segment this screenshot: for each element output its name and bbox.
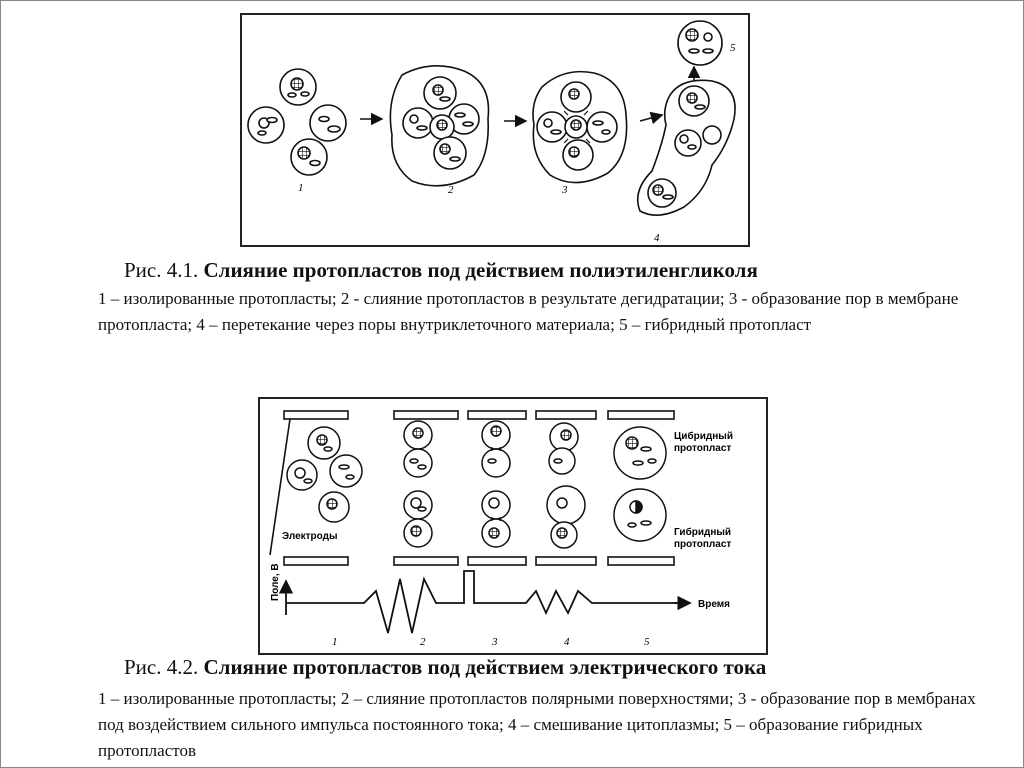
field-signal	[286, 571, 690, 633]
axis-y-label: Поле, В	[270, 563, 281, 601]
figure2-caption-heading: Слияние протопластов под действием электрического тока	[203, 655, 767, 679]
label-hybrid-2: протопласт	[674, 539, 732, 550]
col2-chain	[404, 421, 432, 547]
electrofusion-diagram	[260, 399, 766, 653]
label-electrodes: Электроды	[282, 531, 338, 542]
fig1-label-2: 2	[448, 184, 454, 196]
label-cybrid-2: протопласт	[674, 443, 732, 454]
fig1-label-3: 3	[562, 184, 568, 196]
label-hybrid-1: Гибридный	[674, 527, 732, 538]
fig2-label-1: 1	[332, 636, 338, 648]
figure-peg-fusion	[240, 13, 750, 247]
stage1-protoplasts	[248, 69, 346, 175]
fig2-label-4: 4	[564, 636, 570, 648]
col4-mixing	[547, 423, 585, 548]
figure2-caption-title	[124, 655, 766, 680]
fig2-label-5: 5	[644, 636, 650, 648]
figure-electrofusion	[258, 397, 768, 655]
figure2-caption-body: 1 – изолированные протопласты; 2 – слияние протопластов полярными поверхностями; 3 - образование пор в мембранах под воздействием сильного импульса постоянного тока; 4 – смешивание цитоплазмы; 5 – образование гибридных протопластов	[98, 689, 976, 760]
figure1-caption-body: 1 – изолированные протопласты; 2 - слияние протопластов в результате дегидратации; 3 - образование пор в мембране протопласта; 4 – перетекание через поры внутриклеточного материала; 5 – гибридный протопласт	[98, 289, 959, 334]
col1-protoplasts	[287, 427, 362, 522]
fig2-label-2: 2	[420, 636, 426, 648]
stage2-dehydration	[390, 66, 488, 186]
peg-fusion-diagram	[242, 15, 748, 245]
fig1-label-1: 1	[298, 182, 304, 194]
col5-hybrids	[614, 427, 666, 541]
col3-pores	[482, 421, 510, 547]
figure1-caption-prefix: Рис. 4.1.	[124, 258, 199, 282]
stage3-pore-formation	[533, 72, 627, 183]
fig1-label-5: 5	[730, 42, 736, 54]
figure1-caption-title	[124, 258, 758, 283]
stage4-flow	[638, 80, 735, 215]
axis-x-label: Время	[698, 599, 730, 610]
fig2-label-3: 3	[492, 636, 498, 648]
figure2-caption-prefix: Рис. 4.2.	[124, 655, 199, 679]
figure1-caption-heading: Слияние протопластов под действием полиэтиленгликоля	[203, 258, 758, 282]
fig1-label-4: 4	[654, 232, 660, 244]
stage5-hybrid	[678, 21, 722, 65]
label-cybrid-1: Цибридный	[674, 431, 733, 442]
